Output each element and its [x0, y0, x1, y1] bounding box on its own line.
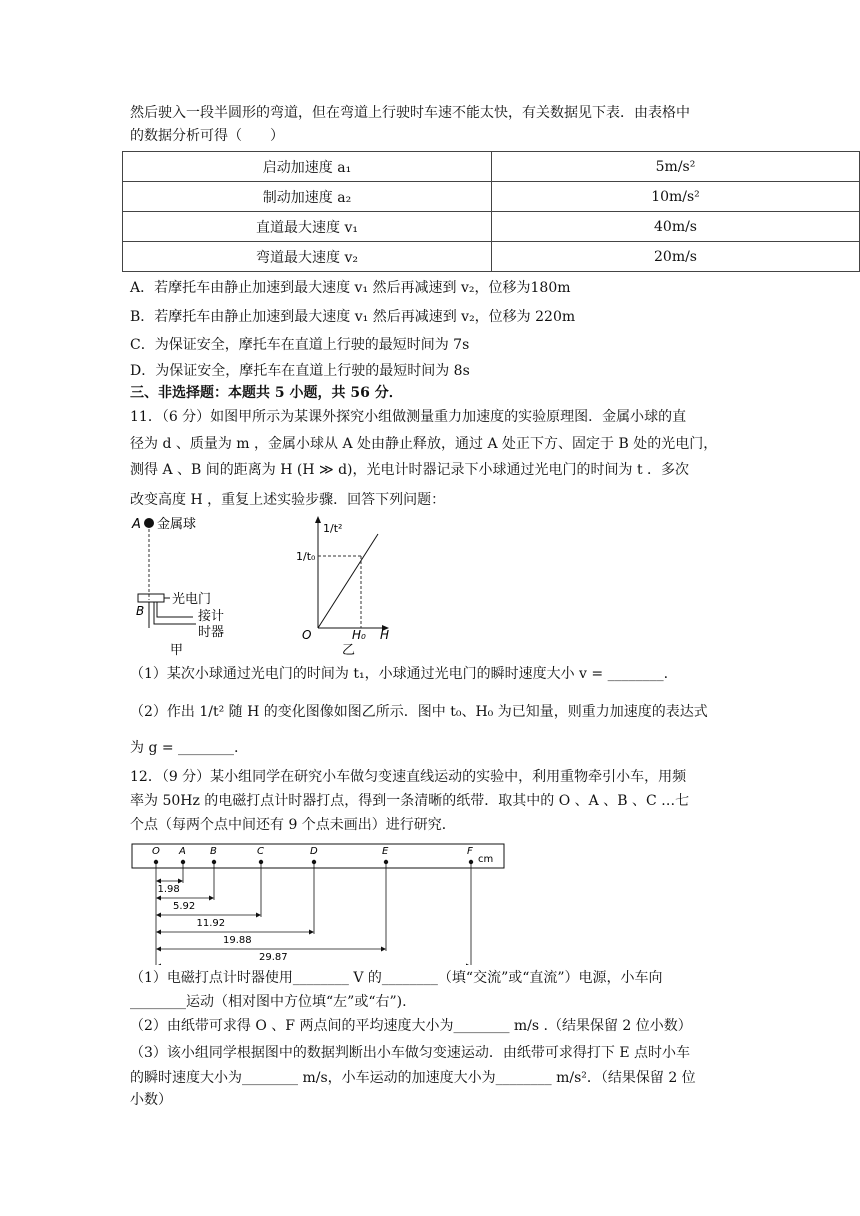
section-heading: 三、非选择题：本题共 5 小题，共 56 分．: [130, 385, 403, 401]
tape-point-label: C: [257, 846, 264, 857]
tape-dot: [212, 860, 216, 864]
tape-point-label: E: [382, 846, 389, 857]
distance-label: 11.92: [196, 918, 226, 929]
graph-line: [318, 534, 378, 628]
arrow-head-right: [309, 930, 314, 935]
y-axis-arrow: [315, 516, 321, 523]
table-row: [123, 212, 860, 242]
arrow-head-right: [209, 896, 214, 901]
arrow-head-left: [156, 947, 161, 952]
distance-label: 19.88: [223, 935, 252, 946]
arrow-head-right: [178, 879, 183, 884]
table-cell-value: 40m/s: [492, 212, 860, 242]
distance-label: 29.87: [259, 952, 288, 963]
ball-label: 金属球: [157, 517, 197, 532]
table-cell-value: 10m/s²: [492, 182, 860, 212]
data-table: [122, 151, 860, 272]
option-c: C．为保证安全，摩托车在直道上行驶的最短时间为 7s: [130, 337, 470, 353]
q11-sub-2b: 为 g = ________.: [130, 740, 239, 756]
table-cell-label: 启动加速度 a₁: [123, 152, 492, 182]
tape-point-label: O: [152, 846, 160, 857]
photogate: [138, 594, 164, 602]
table-cell-value: 5m/s²: [492, 152, 860, 182]
y-axis-label: 1/t²: [323, 522, 343, 535]
point-b-label: B: [136, 604, 145, 618]
arrow-head-right: [381, 947, 386, 952]
q12-sub-3c: 小数）: [130, 1092, 172, 1108]
arrow-head-left: [156, 913, 161, 918]
option-d: D．为保证安全，摩托车在直道上行驶的最短时间为 8s: [130, 363, 470, 379]
tape-dot: [469, 860, 473, 864]
tape-dot: [384, 860, 388, 864]
q11-sub-1: （1）某次小球通过光电门的时间为 t₁，小球通过光电门的瞬时速度大小 v = ________.: [130, 666, 669, 682]
q12-sub-1b: ________运动（相对图中方位填“左”或“右”).: [130, 994, 407, 1010]
table-cell-label: 弯道最大速度 v₂: [123, 242, 492, 272]
q11-line-2: 径为 d 、质量为 m ，金属小球从 A 处由静止释放，通过 A 处正下方、固定于 B 处的光电门，: [130, 436, 718, 452]
q11-figure: [130, 512, 400, 656]
tape-point-label: B: [210, 846, 217, 857]
arrow-head-right: [256, 913, 261, 918]
arrow-head-left: [156, 896, 161, 901]
arrow-head-right: [466, 964, 471, 966]
table-cell-label: 制动加速度 a₂: [123, 182, 492, 212]
tape-unit: cm: [478, 854, 494, 865]
point-a-label: A: [132, 517, 141, 532]
t0-label: 1/t₀: [296, 550, 316, 563]
distance-label: 1.98: [157, 884, 180, 895]
tape-point-label: D: [310, 846, 318, 857]
distance-label: 5.92: [173, 901, 196, 912]
table-row: [123, 182, 860, 212]
h0-label: H₀: [352, 628, 366, 642]
timer-label-1: 接计: [198, 609, 225, 624]
q12-sub-1a: （1）电磁打点计时器使用________ V 的________（填“交流”或“直流”）电源，小车向: [130, 970, 663, 986]
q12-line-1: 12．（9 分）某小组同学在研究小车做匀变速直线运动的实验中，利用重物牵引小车，用频: [130, 769, 687, 785]
table-cell-label: 直道最大速度 v₁: [123, 212, 492, 242]
tape-dot: [259, 860, 263, 864]
tape-point-label: A: [179, 846, 186, 857]
tape-dot: [312, 860, 316, 864]
q12-sub-3b: 的瞬时速度大小为________ m/s，小车运动的加速度大小为________ m/s²．（结果保留 2 位: [130, 1070, 696, 1086]
paper-tape-figure: [130, 840, 510, 965]
q12-line-3: 个点（每两个点中间还有 9 个点未画出）进行研究．: [130, 817, 456, 833]
intro-line-2: 的数据分析可得（ ）: [130, 128, 284, 144]
q11-line-1: 11．（6 分）如图甲所示为某课外探究小组做测量重力加速度的实验原理图．金属小球的直: [130, 409, 687, 425]
timer-label-2: 时器: [198, 625, 225, 640]
fig-jia-label: 甲: [170, 643, 184, 656]
tape-outline: [132, 844, 504, 868]
origin-label: O: [302, 628, 312, 642]
q12-line-2: 率为 50Hz 的电磁打点计时器打点，得到一条清晰的纸带．取其中的 O 、A 、B 、C …七: [130, 793, 690, 809]
fig-yi-label: 乙: [342, 643, 356, 656]
option-a: A．若摩托车由静止加速到最大速度 v₁ 然后再减速到 v₂，位移为180m: [130, 280, 571, 296]
metal-ball: [144, 518, 154, 528]
option-b: B．若摩托车由静止加速到最大速度 v₁ 然后再减速到 v₂，位移为 220m: [130, 309, 576, 325]
h-axis-label: H: [380, 628, 390, 642]
q11-sub-2a: （2）作出 1/t² 随 H 的变化图像如图乙所示．图中 t₀、H₀ 为已知量，则重力加速度的表达式: [130, 704, 708, 720]
gate-label: 光电门: [172, 592, 212, 607]
arrow-head-left: [156, 964, 161, 966]
intro-line-1: 然后驶入一段半圆形的弯道，但在弯道上行驶时车速不能太快，有关数据见下表．由表格中: [130, 105, 690, 121]
tape-dot: [181, 860, 185, 864]
arrow-head-left: [156, 930, 161, 935]
table-cell-value: 20m/s: [492, 242, 860, 272]
q11-line-4: 改变高度 H ，重复上述实验步骤．回答下列问题：: [130, 492, 446, 508]
tape-point-label: F: [467, 846, 473, 857]
table-row: [123, 242, 860, 272]
tape-dot: [154, 860, 158, 864]
q11-line-3: 测得 A 、B 间的距离为 H (H ≫ d)，光电计时器记录下小球通过光电门的时间为 t ．多次: [130, 462, 690, 478]
q12-sub-2: （2）由纸带可求得 O 、F 两点间的平均速度大小为________ m/s .（结果保留 2 位小数）: [130, 1018, 692, 1034]
arrow-head-left: [156, 879, 161, 884]
table-row: [123, 152, 860, 182]
q12-sub-3a: （3）该小组同学根据图中的数据判断出小车做匀变速运动．由纸带可求得打下 E 点时小车: [130, 1045, 691, 1061]
